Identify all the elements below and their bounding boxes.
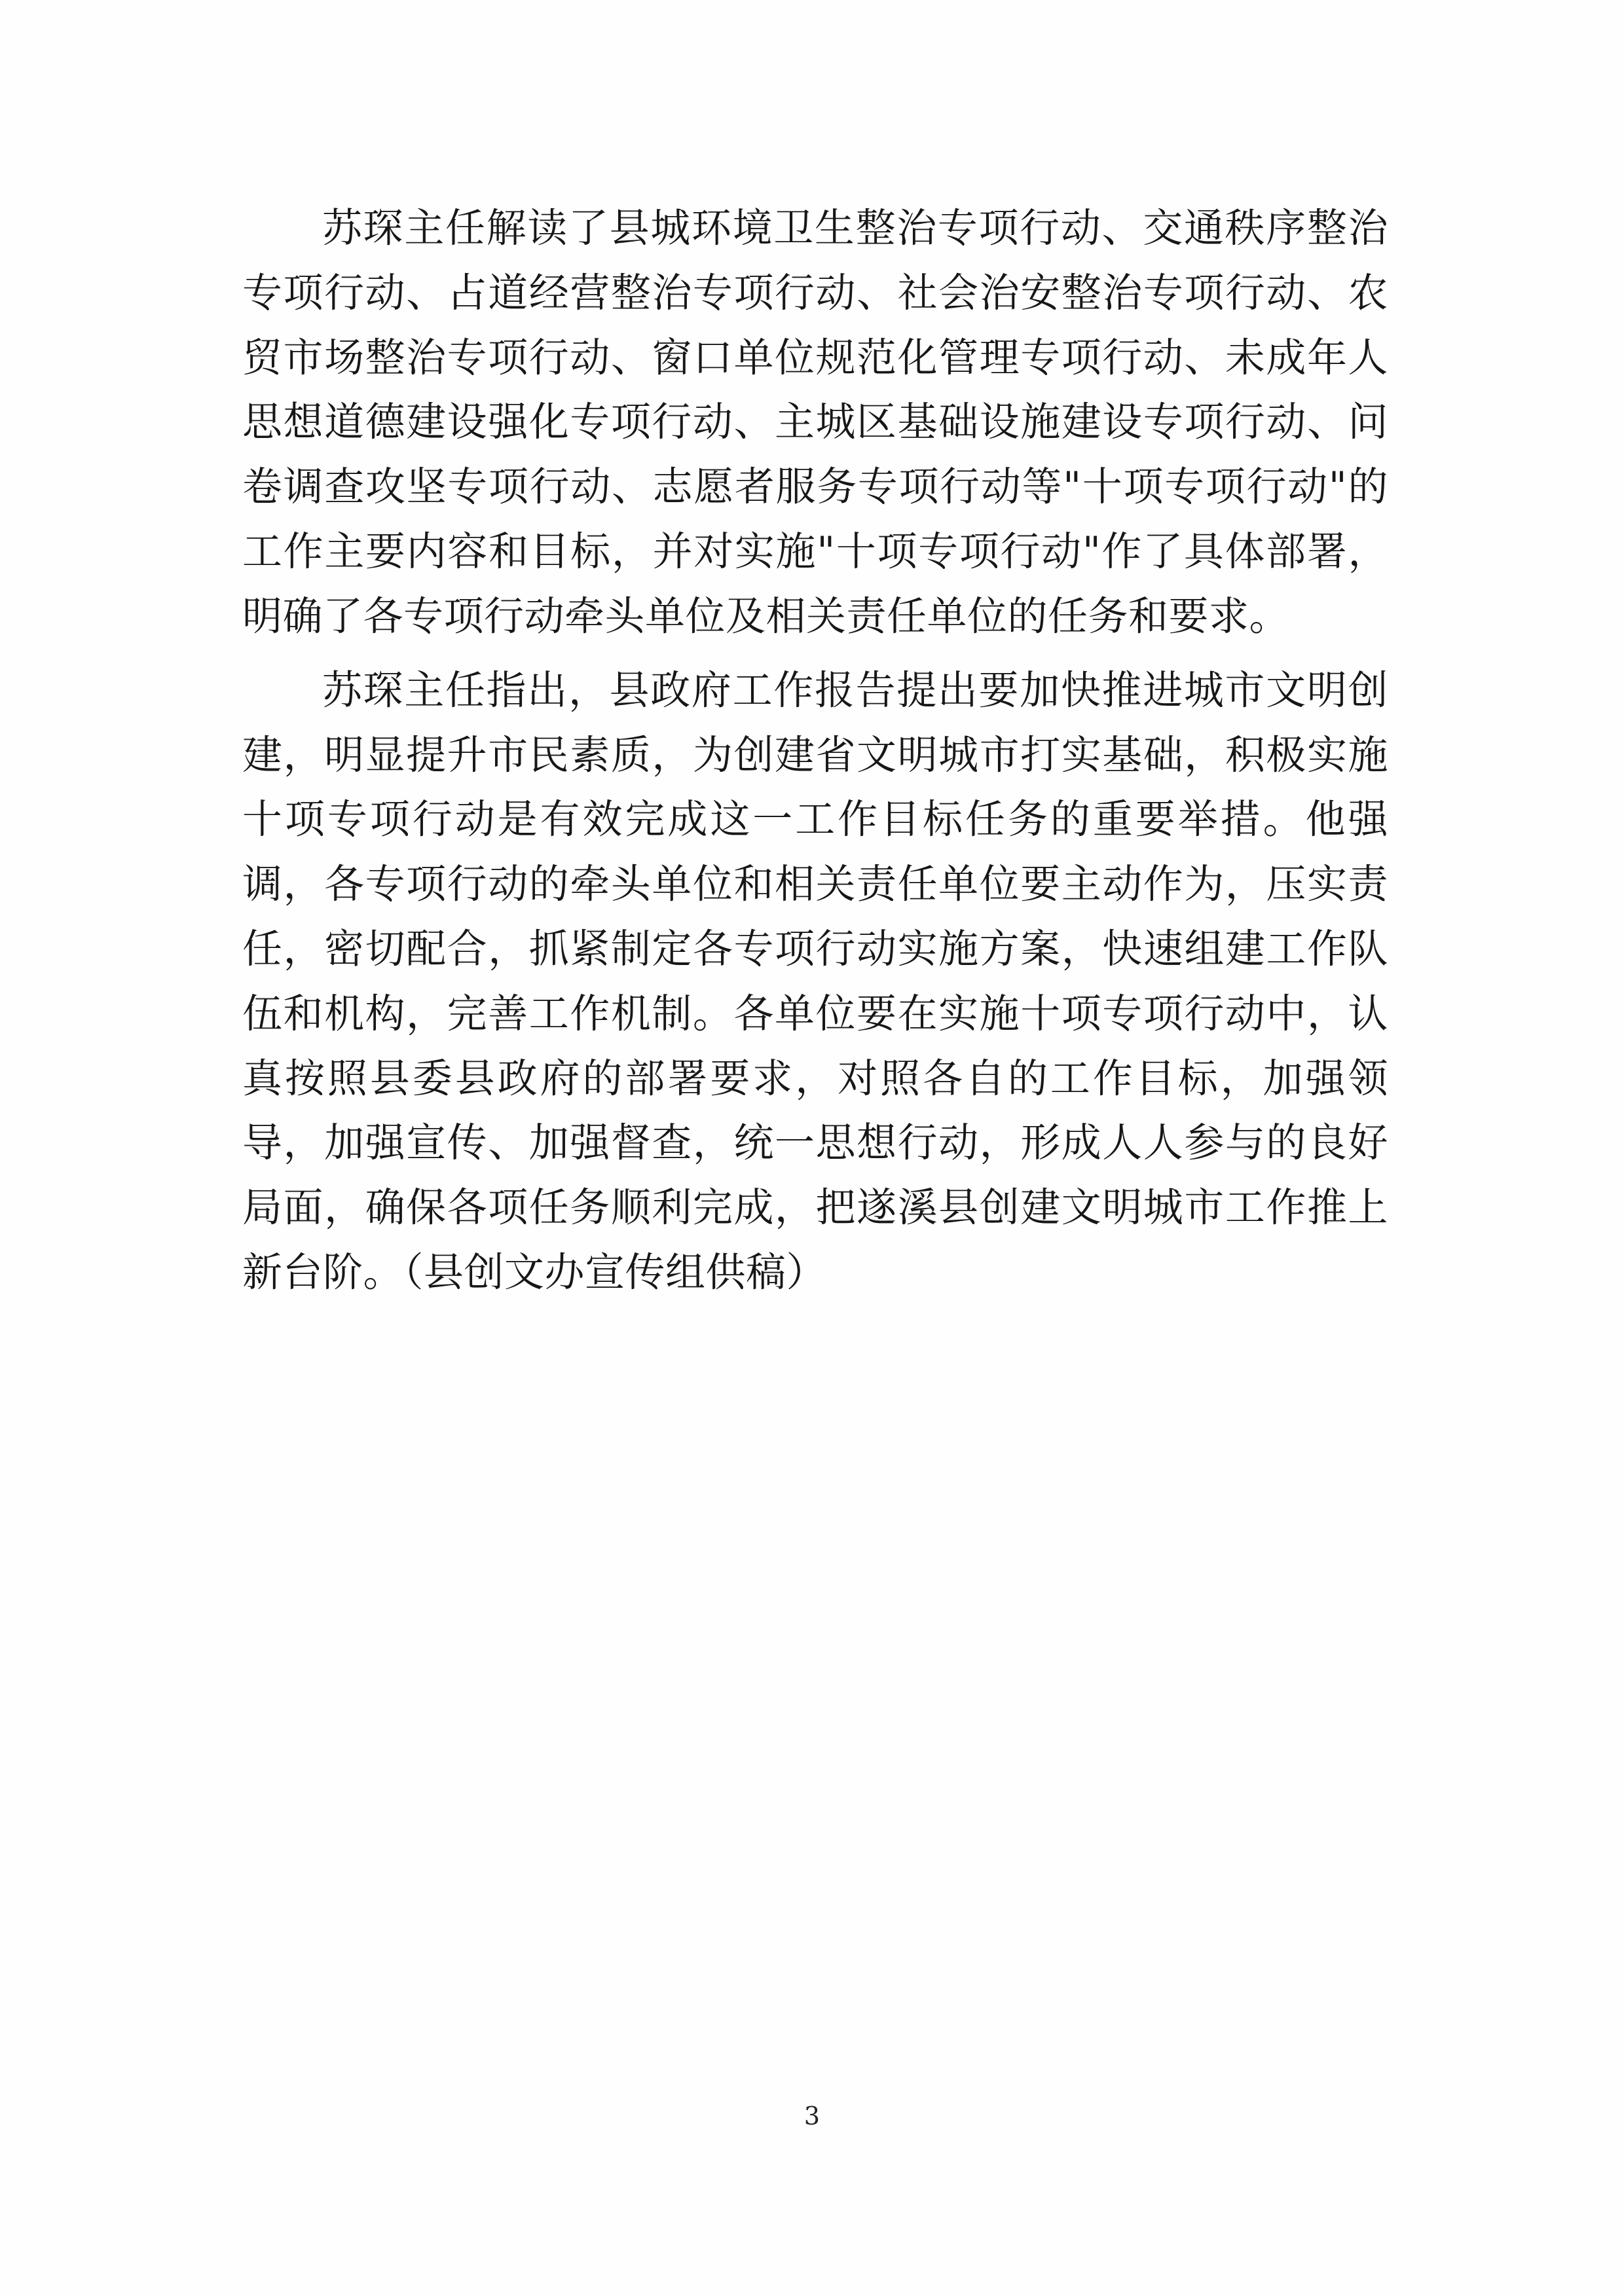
- paragraph: 苏琛主任指出，县政府工作报告提出要加快推进城市文明创建，明显提升市民素质，为创建省文明城市打实基础，积极实施十项专项行动是有效完成这一工作目标任务的重要举措。他强调，各专项行动的牵头单位和相关责任单位要主动作为，压实责任，密切配合，抓紧制定各专项行动实施方案，快速组建工作队伍和机构，完善工作机制。各单位要在实施十项专项行动中，认真按照县委县政府的部署要求，对照各自的工作目标，加强领导，加强宣传、加强督查，统一思想行动，形成人人参与的良好局面，确保各项任务顺利完成，把遂溪县创建文明城市工作推上新台阶。（县创文办宣传组供稿）: [242, 666, 1388, 1296]
- document-body: [242, 196, 1388, 1315]
- page-number: 3: [803, 2102, 821, 2130]
- paragraph: 苏琛主任解读了县城环境卫生整治专项行动、交通秩序整治专项行动、占道经营整治专项行动、社会治安整治专项行动、农贸市场整治专项行动、窗口单位规范化管理专项行动、未成年人思想道德建设强化专项行动、主城区基础设施建设专项行动、问卷调查攻坚专项行动、志愿者服务专项行动等"十项专项行动"的工作主要内容和目标，并对实施"十项专项行动"作了具体部署，明确了各专项行动牵头单位及相关责任单位的任务和要求。: [242, 205, 1388, 640]
